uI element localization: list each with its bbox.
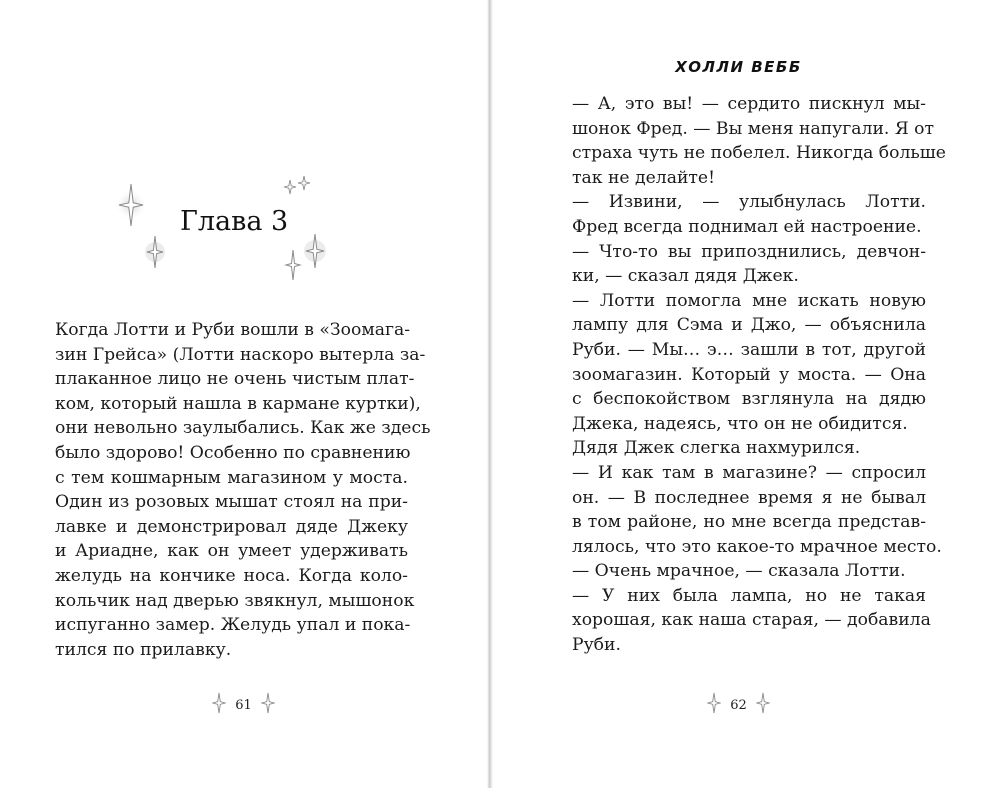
text-line: страха чуть не побелел. Никогда больше — [572, 143, 946, 164]
text-line: — Очень мрачное, — сказала Лотти. — [572, 561, 906, 582]
sparkle-star-icon — [212, 692, 226, 718]
text-line: Дядя Джек слегка нахмурился. — [572, 438, 861, 459]
text-line: — А, это вы! — сердито пискнул мы- — [572, 94, 926, 114]
text-line: — И как там в магазине? — спросил — [572, 462, 926, 483]
text-line: хорошая, как наша старая, — добавила — [572, 610, 931, 631]
text-line: Один из розовых мышат стоял на при- — [55, 492, 408, 513]
text-line: так не делайте! — [572, 167, 716, 188]
text-line: в том районе, но мне всегда представ- — [572, 512, 926, 533]
left-page — [0, 0, 487, 788]
text-line: с тем кошмарным магазином у моста. — [55, 467, 408, 488]
sparkle-star-icon — [261, 692, 275, 718]
right-page-body — [572, 92, 946, 658]
sparkle-star-icon — [283, 179, 297, 195]
page-number: 61 — [235, 697, 252, 713]
text-line: — У них была лампа, но не такая — [572, 585, 926, 606]
left-page-folio — [0, 692, 487, 718]
text-line: испуганно замер. Желудь упал и пока- — [55, 615, 411, 636]
left-page-body — [55, 318, 431, 662]
text-line: — Извини, — улыбнулась Лотти. — [572, 192, 926, 213]
right-page — [493, 0, 984, 788]
right-page-folio — [493, 692, 984, 718]
text-line: тился по прилавку. — [55, 639, 232, 660]
sparkle-star-icon — [144, 235, 166, 269]
text-line: они невольно заулыбались. Как же здесь — [55, 418, 431, 439]
text-line: Руби. — [572, 635, 621, 656]
text-line: Фред всегда поднимал ей настроение. — [572, 216, 922, 237]
text-line: ком, который нашла в кармане куртки), — [55, 393, 421, 414]
text-line: было здорово! Особенно по сравнению — [55, 442, 411, 463]
sparkle-star-icon — [707, 692, 721, 718]
sparkle-star-icon — [282, 249, 304, 281]
text-line: Джека, надеясь, что он не обидится. — [572, 413, 908, 434]
text-line: шонок Фред. — Вы меня напугали. Я от — [572, 118, 935, 139]
text-line: зоомагазин. Который у моста. — Она — [572, 364, 926, 385]
text-line: Когда Лотти и Руби вошли в «Зоомага- — [55, 320, 411, 340]
text-line: кольчик над дверью звякнул, мышонок — [55, 590, 415, 611]
text-line: с беспокойством взглянула на дядю — [572, 389, 926, 410]
chapter-title: Глава 3 — [180, 206, 289, 237]
text-line: — Что-то вы припозднились, девчон- — [572, 241, 926, 262]
chapter-heading — [100, 175, 340, 285]
sparkle-star-icon — [297, 175, 311, 191]
text-line: лялось, что это какое-то мрачное место. — [572, 536, 942, 557]
sparkle-star-icon — [302, 233, 328, 269]
text-line: Руби. — Мы… э… зашли в тот, другой — [572, 339, 926, 360]
text-line: зин Грейса» (Лотти наскоро вытерла за- — [55, 344, 426, 365]
text-line: он. — В последнее время я не бывал — [572, 487, 926, 508]
text-line: и Ариадне, как он умеет удерживать — [55, 541, 408, 562]
sparkle-star-icon — [114, 183, 148, 227]
text-line: желудь на кончике носа. Когда коло- — [55, 565, 408, 586]
text-line: — Лотти помогла мне искать новую — [572, 290, 926, 311]
sparkle-star-icon — [756, 692, 770, 718]
text-line: лампу для Сэма и Джо, — объяснила — [572, 315, 926, 336]
text-line: лавке и демонстрировал дяде Джеку — [55, 516, 408, 537]
text-line: плаканное лицо не очень чистым плат- — [55, 369, 415, 390]
page-number: 62 — [730, 697, 747, 713]
running-head: ХОЛЛИ ВЕББ — [675, 58, 802, 76]
text-line: ки, — сказал дядя Джек. — [572, 266, 799, 287]
